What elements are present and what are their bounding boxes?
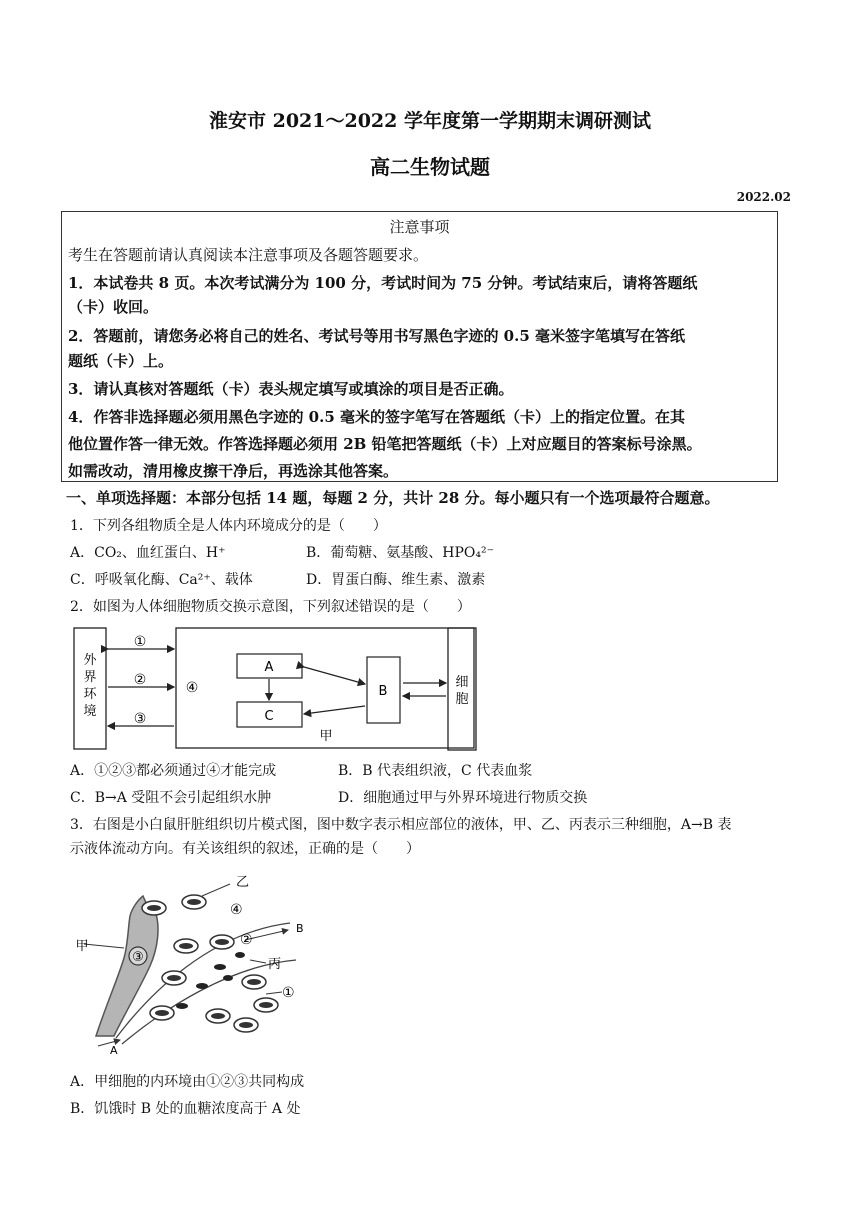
arrow-a-b xyxy=(304,667,365,684)
q2-option-d: D．细胞通过甲与外界环境进行物质交换 xyxy=(338,790,588,806)
notice-box xyxy=(61,211,778,482)
n2-label: ② xyxy=(240,932,253,948)
notice-line: 题纸（卡）上。 xyxy=(68,352,174,370)
notice-line: 考生在答题前请认真阅读本注意事项及各题答题要求。 xyxy=(68,246,429,264)
q2-option-a: A．①②③都必须通过④才能完成 xyxy=(70,763,277,779)
cell-label-2: 胞 xyxy=(455,692,469,707)
red-cell xyxy=(176,1003,188,1009)
n1-pointer xyxy=(266,992,282,994)
q1-option-a: A．CO₂、血红蛋白、H⁺ xyxy=(70,545,226,561)
notice-line: 3．请认真核对答题纸（卡）表头规定填写或填涂的项目是否正确。 xyxy=(68,380,514,398)
q1-option-c: C．呼吸氧化酶、Ca²⁺、载体 xyxy=(70,572,253,588)
q3-option-b: B．饥饿时 B 处的血糖浓度高于 A 处 xyxy=(70,1101,301,1117)
notice-title: 注意事项 xyxy=(389,218,450,236)
jia-pointer xyxy=(84,944,124,948)
bing-pointer xyxy=(250,960,266,963)
q1-stem: 1．下列各组物质全是人体内环境成分的是（ ） xyxy=(70,518,387,534)
yi-label: 乙 xyxy=(236,875,250,890)
outside-label-3: 环 xyxy=(83,687,97,702)
q1-option-b: B．葡萄糖、氨基酸、HPO₄²⁻ xyxy=(306,545,495,561)
box-b-label: B xyxy=(378,684,388,699)
exam-date: 2022.02 xyxy=(736,190,791,204)
q3-stem-line2: 示液体流动方向。有关该组织的叙述，正确的是（ ） xyxy=(70,841,420,857)
q2-option-b: B．B 代表组织液，C 代表血浆 xyxy=(338,763,533,779)
n1-label: ① xyxy=(282,985,295,1001)
cell-label-1: 细 xyxy=(455,675,469,690)
jia-cell xyxy=(96,896,158,1036)
red-cell xyxy=(214,964,226,970)
notice-line: 如需改动，清用橡皮擦干净后，再选涂其他答案。 xyxy=(68,462,399,480)
exam-title: 淮安市 2021～2022 学年度第一学期期末调研测试 xyxy=(209,110,651,132)
circle-2-label: ② xyxy=(133,672,147,688)
outside-label-1: 外 xyxy=(83,653,97,668)
q2-diagram xyxy=(70,624,490,756)
arrow-b-to-c xyxy=(304,706,365,714)
b-label: B xyxy=(296,922,304,935)
box-c-label: C xyxy=(264,709,274,724)
notice-line: （卡）收回。 xyxy=(68,298,159,316)
box-a-label: A xyxy=(264,660,274,675)
q2-option-c: C．B→A 受阻不会引起组织水肿 xyxy=(70,790,272,806)
outside-label-2: 界 xyxy=(83,670,97,685)
notice-line: 4．作答非选择题必须用黑色字迹的 0.5 毫米的签字笔写在答题纸（卡）上的指定位置。在其 xyxy=(68,408,685,426)
notice-line: 2．答题前，请您务必将自己的姓名、考试号等用书写黑色字迹的 0.5 毫米签字笔填写在答纸 xyxy=(68,327,685,345)
n4-label: ④ xyxy=(230,902,243,918)
exam-subtitle: 高二生物试题 xyxy=(370,155,490,179)
section-heading: 一、单项选择题：本部分包括 14 题，每题 2 分，共计 28 分。每小题只有一个选项最符合题意。 xyxy=(66,489,720,507)
red-cell xyxy=(196,983,208,989)
q1-option-d: D．胃蛋白酶、维生素、激素 xyxy=(306,572,486,588)
outside-label-4: 境 xyxy=(83,704,97,719)
notice-line: 他位置作答一律无效。作答选择题必须用 2B 铅笔把答题纸（卡）上对应题目的答案标号涂黑。 xyxy=(68,435,702,453)
circle-1-label: ① xyxy=(133,634,147,650)
q3-option-a: A．甲细胞的内环境由①②③共同构成 xyxy=(70,1074,305,1090)
n3-label: ③ xyxy=(132,950,144,965)
q3-diagram xyxy=(70,868,330,1058)
q3-stem-line1: 3．右图是小白鼠肝脏组织切片模式图，图中数字表示相应部位的液体，甲、乙、丙表示三种细胞，A→B 表 xyxy=(70,817,732,833)
a-label: A xyxy=(110,1044,118,1057)
jia-label: 甲 xyxy=(75,939,89,954)
red-cell xyxy=(235,952,245,958)
red-cell xyxy=(223,975,233,981)
notice-line: 1．本试卷共 8 页。本次考试满分为 100 分，考试时间为 75 分钟。考试结束后，请将答题纸 xyxy=(68,274,698,292)
circle-4-label: ④ xyxy=(185,680,199,696)
q2-stem: 2．如图为人体细胞物质交换示意图，下列叙述错误的是（ ） xyxy=(70,599,471,615)
jia-label: 甲 xyxy=(319,729,333,744)
yi-pointer xyxy=(202,884,230,896)
bing-label: 丙 xyxy=(268,957,282,972)
circle-3-label: ③ xyxy=(133,711,147,727)
